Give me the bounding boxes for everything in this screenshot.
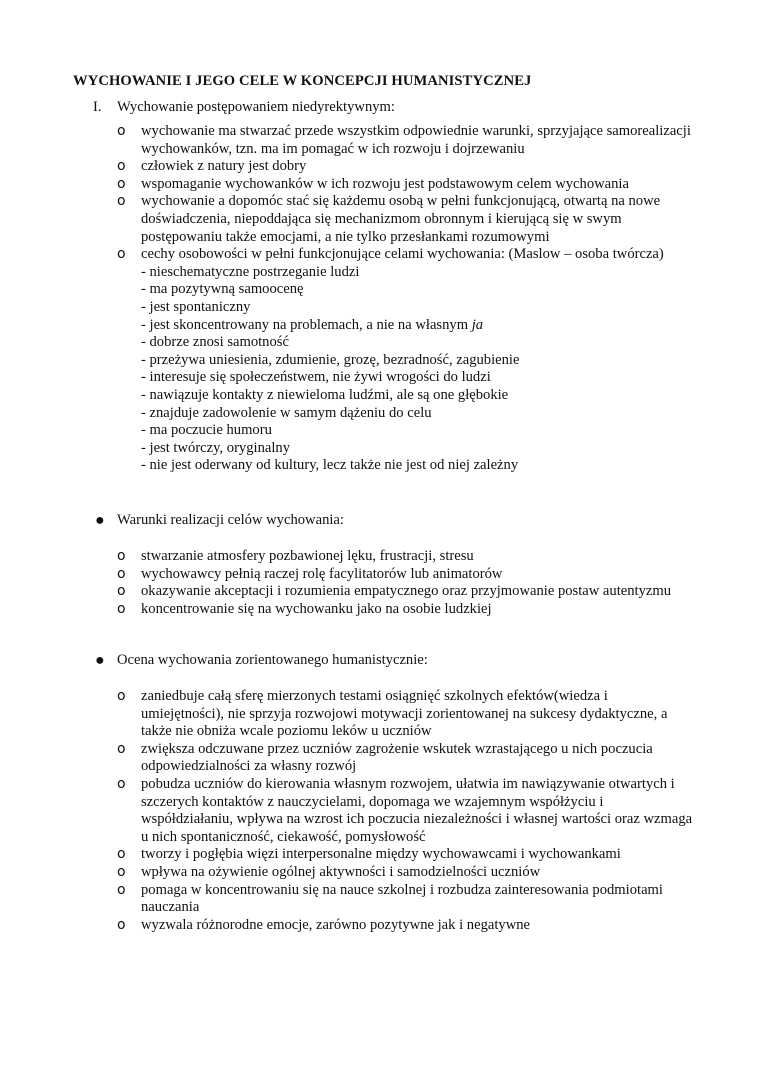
list-item-text: cechy osobowości w pełni funkcjonujące celami wychowania: (Maslow – osoba twórcza) — [141, 246, 664, 263]
trait-item: - ma pozytywną samoocenę — [141, 281, 304, 298]
circle-bullet-icon: o — [117, 688, 126, 704]
list-item — [93, 846, 693, 864]
list-item — [93, 193, 693, 246]
circle-bullet-icon: o — [117, 600, 126, 617]
trait-item: - przeżywa uniesienia, zdumienie, grozę, bezradność, zagubienie — [141, 351, 520, 368]
list-item-text: okazywanie akceptacji i rozumienia empatycznego oraz przyjmowanie postaw autentyzmu — [141, 583, 672, 600]
list-item-text: wyzwala różnorodne emocje, zarówno pozytywne jak i negatywne — [141, 916, 531, 933]
bullet-dot-icon: ● — [95, 512, 105, 529]
list-item-text: człowiek z natury jest dobry — [141, 158, 307, 175]
list-item-text: pomaga w koncentrowaniu się na nauce szkolnej i rozbudza zainteresowania podmiotami nauczania — [141, 881, 663, 916]
circle-bullet-icon: o — [117, 193, 126, 210]
list-item — [93, 776, 693, 846]
circle-bullet-icon: o — [117, 583, 126, 600]
circle-bullet-icon: o — [117, 846, 126, 863]
list-item — [93, 864, 693, 882]
section-2-list — [93, 548, 693, 618]
list-item-text: wpływa na ożywienie ogólnej aktywności i samodzielności uczniów — [141, 863, 541, 880]
circle-bullet-icon: o — [117, 565, 126, 582]
list-item — [93, 741, 693, 776]
section-2-heading-row — [93, 512, 693, 530]
section-1 — [93, 99, 693, 475]
circle-bullet-icon: o — [117, 740, 126, 757]
list-item-text: wychowanie a dopomóc stać się każdemu osobą w pełni funkcjonującą, otwartą na nowe doświadczenia, niepoddająca się mechanizmom obronnym i kierującą się w swym postępowaniu także emocjami, a nie tylko przesłankami rozumowymi — [141, 193, 661, 245]
circle-bullet-icon: o — [117, 123, 126, 139]
trait-item: - jest twórczy, oryginalny — [141, 439, 291, 456]
section-1-list — [93, 123, 693, 475]
list-item — [93, 548, 693, 566]
list-item — [93, 688, 693, 741]
circle-bullet-icon: o — [117, 175, 126, 192]
list-item — [93, 158, 693, 176]
list-item — [93, 583, 693, 601]
section-2-heading: Warunki realizacji celów wychowania: — [117, 512, 344, 528]
list-item-text: pobudza uczniów do kierowania własnym rozwojem, ułatwia im nawiązywanie otwartych i szczerych kontaktów z nauczycielami, dopomaga we wzajemnym współżyciu i współdziałaniu, wpływa na wzrost ich poczucia niezależności i własnej wartości oraz wzmaga u nich spontaniczność, ciekawość, pomysłowość — [141, 775, 693, 845]
section-3-heading: Ocena wychowania zorientowanego humanistycznie: — [117, 652, 428, 668]
trait-item: - ma poczucie humoru — [141, 422, 272, 439]
section-3-heading-row — [93, 652, 693, 670]
section-1-heading-row — [93, 99, 693, 117]
list-item — [93, 176, 693, 194]
bullet-dot-icon: ● — [95, 652, 105, 669]
trait-item: - nawiązuje kontakty z niewieloma ludźmi, ale są one głębokie — [141, 386, 509, 403]
circle-bullet-icon: o — [117, 548, 126, 564]
section-1-heading: Wychowanie postępowaniem niedyrektywnym: — [117, 99, 395, 115]
list-item-text: stwarzanie atmosfery pozbawionej lęku, frustracji, stresu — [141, 548, 474, 564]
circle-bullet-icon: o — [117, 881, 126, 898]
trait-item: - nieschematyczne postrzeganie ludzi — [141, 263, 360, 280]
section-2 — [93, 512, 693, 618]
trait-item: - jest spontaniczny — [141, 298, 251, 315]
circle-bullet-icon: o — [117, 775, 126, 792]
list-item — [93, 601, 693, 619]
list-item-text: wychowanie ma stwarzać przede wszystkim odpowiednie warunki, sprzyjające samorealizacji wychowanków, tzn. ma im pomagać w ich rozwoju i dojrzewaniu — [141, 123, 691, 157]
circle-bullet-icon: o — [117, 158, 126, 175]
list-item-text: koncentrowanie się na wychowanku jako na osobie ludzkiej — [141, 600, 492, 617]
section-3 — [93, 652, 693, 934]
list-item — [93, 882, 693, 917]
list-item-text: zaniedbuje całą sferę mierzonych testami osiągnięć szkolnych efektów(wiedza i umiejętności), nie sprzyja rozwojowi motywacji zorientowanej na sukcesy dydaktyczne, a także nie obniża wcale poziomu leków u uczniów — [141, 688, 668, 740]
trait-item: - interesuje się społeczeństwem, nie żywi wrogości do ludzi — [141, 369, 491, 386]
list-item — [93, 917, 693, 935]
trait-item-focus-italic: ja — [471, 316, 484, 333]
circle-bullet-icon: o — [117, 246, 126, 263]
section-1-marker: I. — [93, 99, 102, 115]
list-item-text: wspomaganie wychowanków w ich rozwoju jest podstawowym celem wychowania — [141, 175, 629, 192]
trait-item: - dobrze znosi samotność — [141, 334, 289, 351]
trait-item: - nie jest oderwany od kultury, lecz także nie jest od niej zależny — [141, 457, 519, 474]
circle-bullet-icon: o — [117, 916, 126, 933]
list-item-text: tworzy i pogłębia więzi interpersonalne między wychowawcami i wychowankami — [141, 846, 621, 863]
list-item-text: wychowawcy pełnią raczej rolę facylitatorów lub animatorów — [141, 565, 503, 582]
list-item — [93, 123, 693, 158]
list-item — [93, 246, 693, 475]
trait-item: - znajduje zadowolenie w samym dążeniu do celu — [141, 404, 432, 421]
list-item-text: zwiększa odczuwane przez uczniów zagrożenie wskutek wzrastającego u nich poczucia odpowiedzialności za własny rozwój — [141, 740, 653, 775]
document-title: WYCHOWANIE I JEGO CELE W KONCEPCJI HUMANISTYCZNEJ — [73, 73, 532, 89]
list-item — [93, 566, 693, 584]
section-3-list — [93, 688, 693, 934]
trait-item-focus — [141, 317, 693, 335]
trait-item-focus-text: - jest skoncentrowany na problemach, a nie na własnym — [141, 316, 472, 333]
circle-bullet-icon: o — [117, 863, 126, 880]
